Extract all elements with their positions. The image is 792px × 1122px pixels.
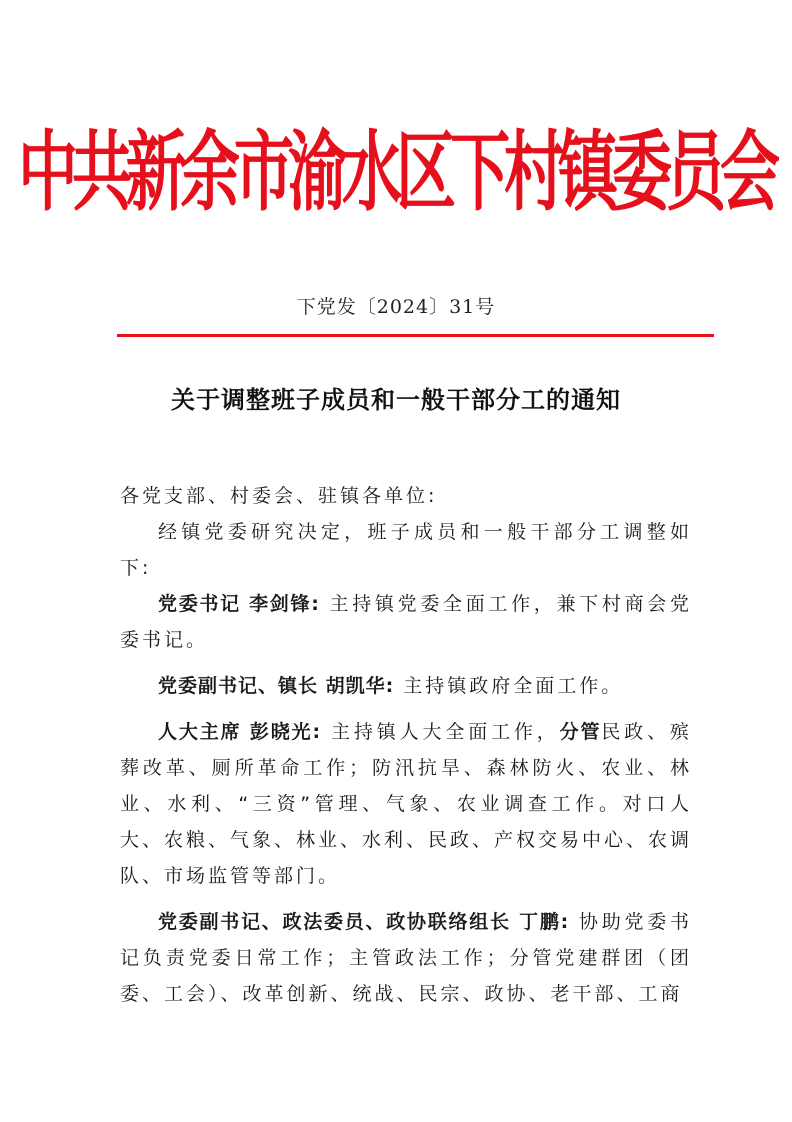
entry-role-name: 党委书记 李剑锋: <box>158 593 320 615</box>
entry-text: 主持镇党委全面工作，兼下村商会党委书记。 <box>120 593 692 651</box>
document-number: 下党发〔2024〕31号 <box>296 296 496 318</box>
entry-party-secretary <box>120 586 692 658</box>
intro-paragraph: 经镇党委研究决定，班子成员和一般干部分工调整如下: <box>120 521 692 579</box>
entry-text: 主持镇政府全面工作。 <box>394 675 624 697</box>
notice-title: 关于调整班子成员和一般干部分工的通知 <box>171 385 621 414</box>
entry-keyword: 分管 <box>559 721 602 743</box>
red-divider-line <box>117 334 714 337</box>
entry-role-name: 党委副书记、政法委员、政协联络组长 丁鹏: <box>158 911 570 933</box>
entry-npc-chairman <box>120 714 692 894</box>
org-title: 中共新余市渝水区下村镇委员会 <box>18 122 774 224</box>
entry-text: 主持镇人大全面工作， <box>321 721 560 743</box>
entry-text: 协助党委书记负责党委日常工作；主管政法工作；分管党建群团（团委、工会）、改革创新、统战、民宗、政协、老干部、工商 <box>120 911 692 1005</box>
entry-role-name: 人大主席 彭晓光: <box>158 721 322 743</box>
entry-deputy-secretary-politics <box>120 904 692 1012</box>
salutation: 各党支部、村委会、驻镇各单位: <box>120 485 438 507</box>
document-body <box>120 478 692 1012</box>
entry-text: 民政、殡葬改革、厕所革命工作；防汛抗旱、森林防火、农业、林业、水利、“三资”管理、气象、农业调查工作。对口人大、农粮、气象、林业、水利、民政、产权交易中心、农调队、市场监管等部门。 <box>120 721 693 887</box>
entry-deputy-secretary-mayor <box>120 668 692 704</box>
entry-role-name: 党委副书记、镇长 胡凯华: <box>158 675 395 697</box>
